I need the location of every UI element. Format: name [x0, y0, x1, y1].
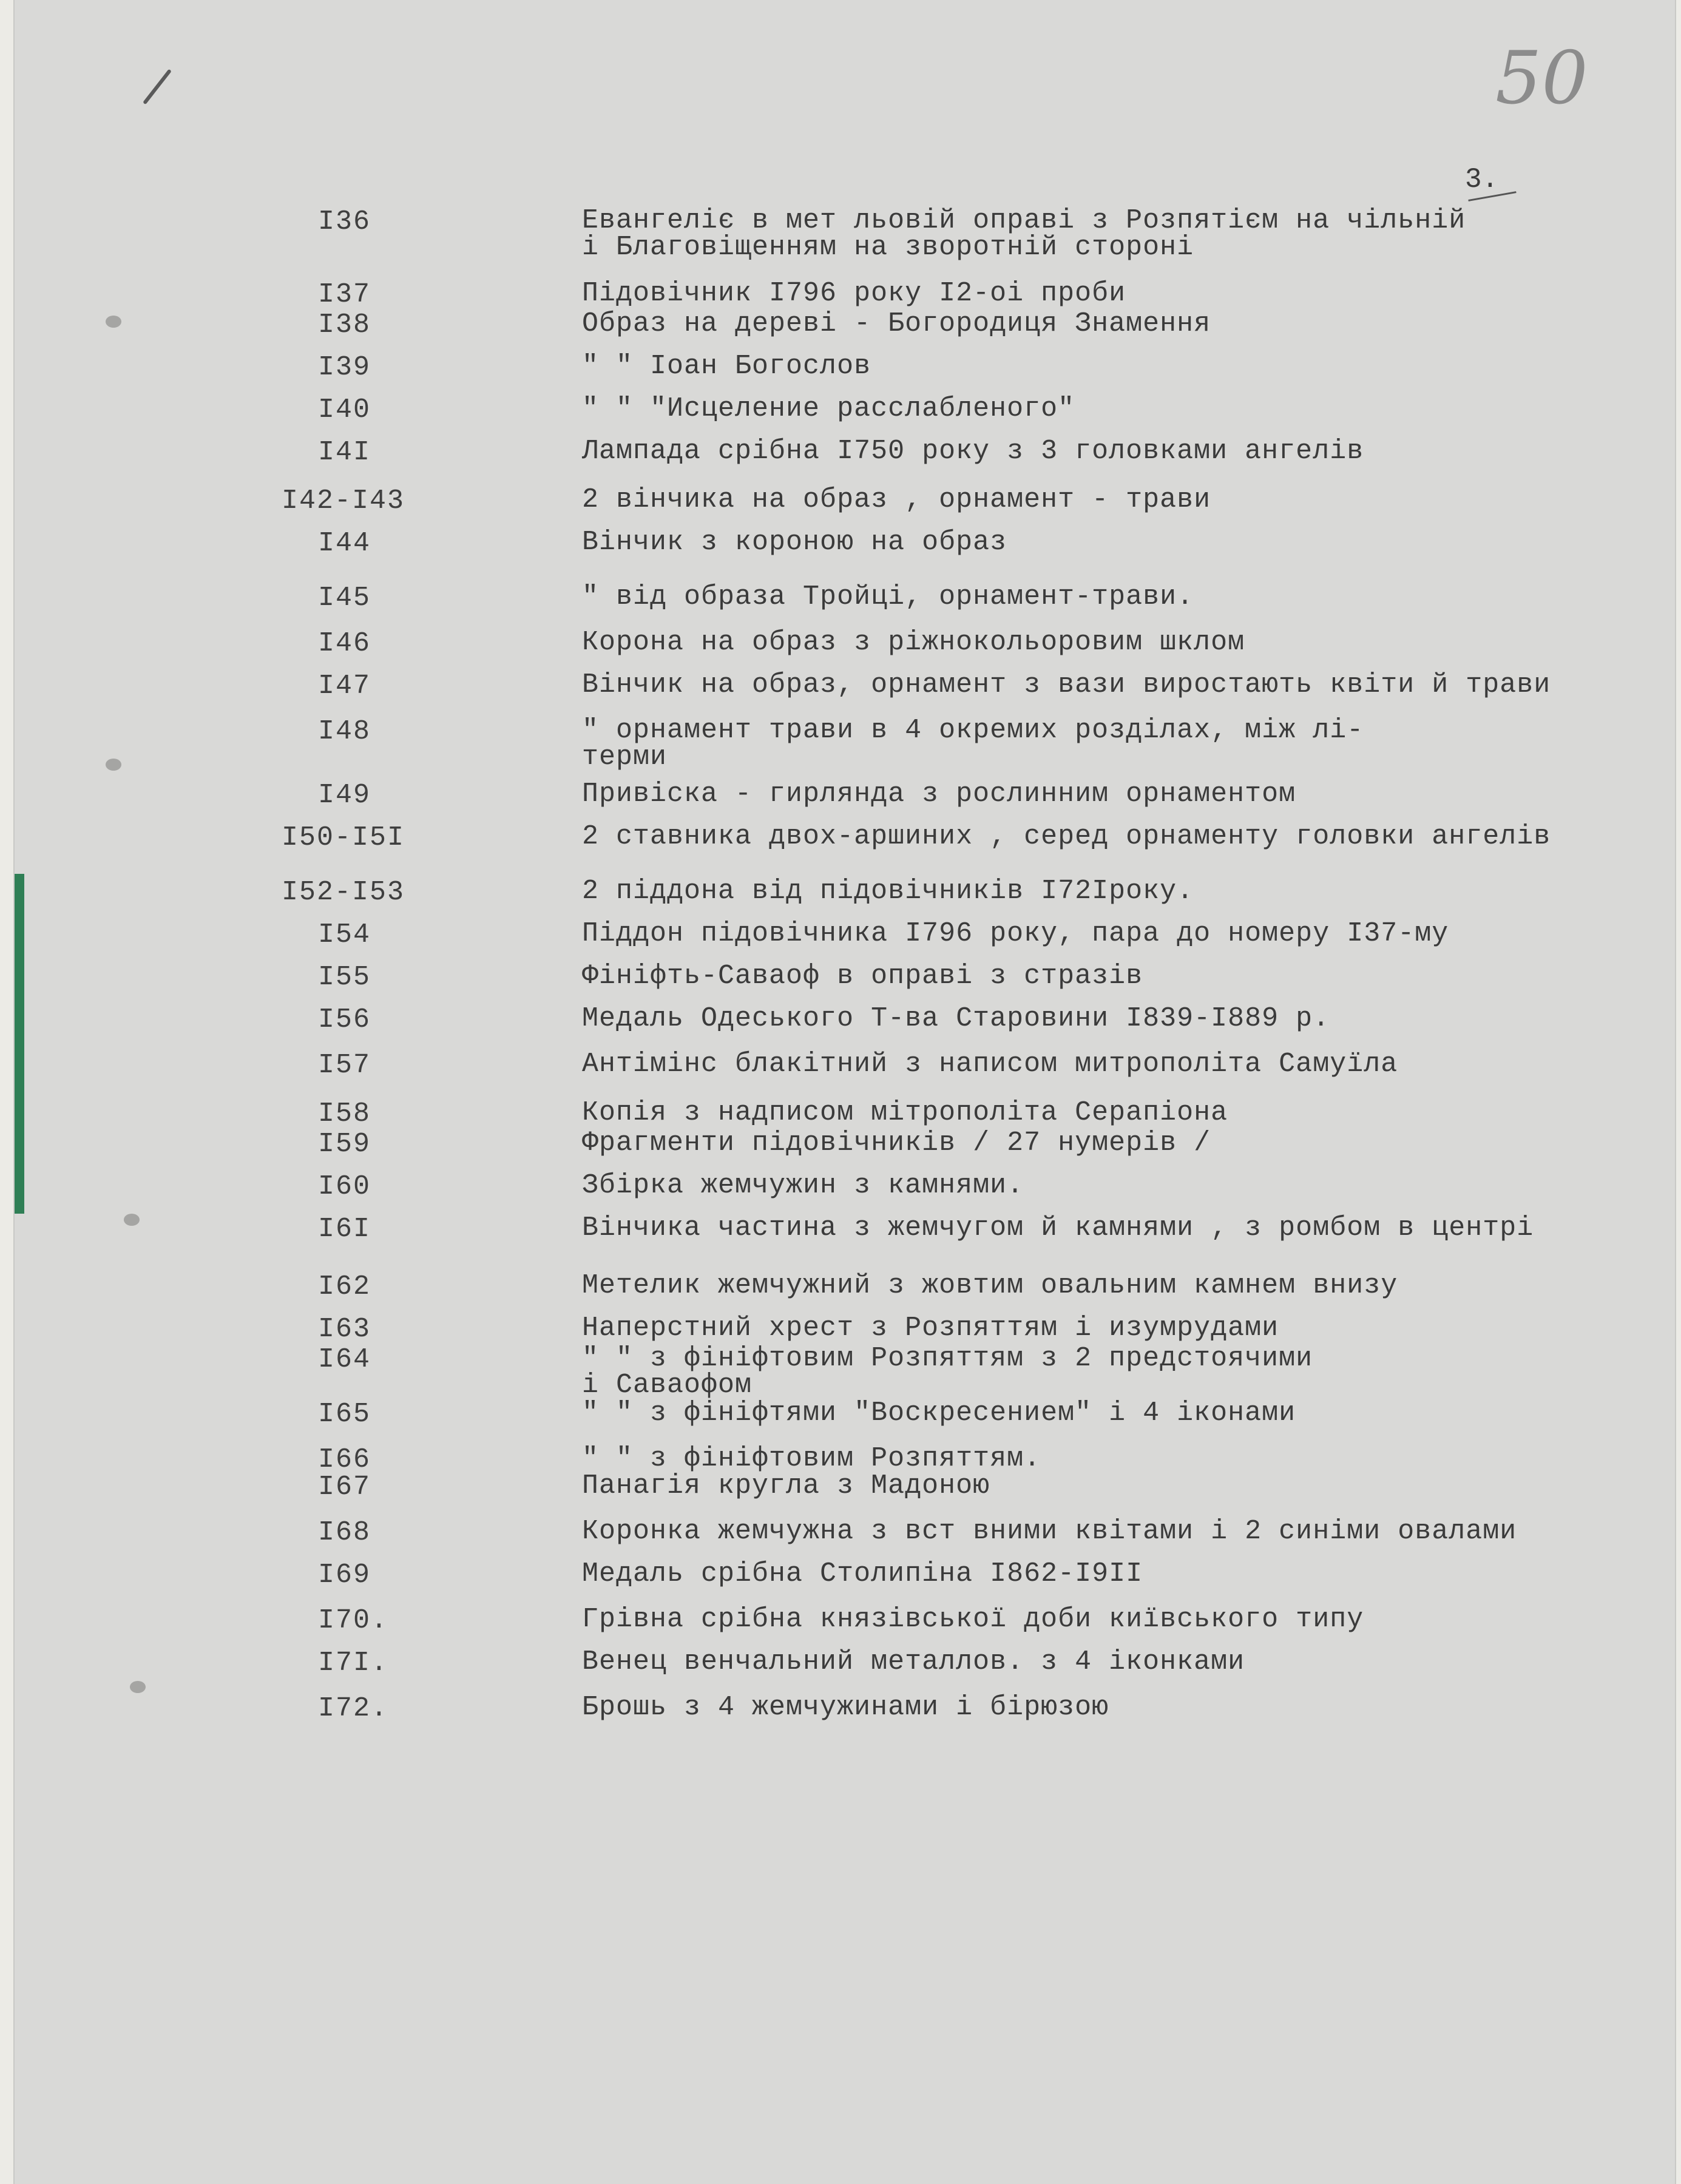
entry-number: I42-I43 [282, 485, 405, 516]
punch-hole [106, 316, 121, 328]
entry-description-line: " " Іоан Богослов [582, 351, 871, 382]
entry-number: I48 [318, 716, 371, 747]
entry-description-line: Підовічник I796 року I2-oi проби [582, 278, 1126, 309]
entry-number: I47 [318, 671, 371, 702]
entry-description-line: " " з фініфтовим Розпяттям з 2 предстоячими [582, 1343, 1313, 1374]
entry-number: I68 [318, 1517, 371, 1548]
entry-description-line: Коронка жемчужна з вст вними квітами і 2 синіми овалами [582, 1516, 1517, 1547]
entry-description-line: Збірка жемчужин з камнями. [582, 1170, 1024, 1201]
entry-number: I57 [318, 1050, 371, 1081]
entry-description-line: Лампада срібна I750 року з 3 головками ангелів [582, 436, 1364, 467]
entry-description-line: Венец венчальний металлов. з 4 іконками [582, 1646, 1245, 1677]
punch-hole [106, 759, 121, 771]
entry-number: I52-I53 [282, 877, 405, 908]
entry-description-line: " " "Исцеление расслабленого" [582, 393, 1075, 424]
entry-description-line: Евангеліє в мет льовій оправі з Розпятієм на чільній [582, 205, 1466, 236]
entry-number: I64 [318, 1344, 371, 1375]
entry-number: I65 [318, 1399, 371, 1430]
entry-description-line: Корона на образ з ріжнокольоровим шклом [582, 627, 1245, 658]
entry-number: I59 [318, 1129, 371, 1160]
entry-number: I46 [318, 628, 371, 659]
entry-description-line: " " з фініфтовим Розпяттям. [582, 1443, 1041, 1474]
entry-number: I50-I5I [282, 822, 405, 853]
entry-description-line: " від образа Тройці, орнамент-трави. [582, 581, 1194, 612]
entry-number: I37 [318, 279, 371, 310]
entry-number: I66 [318, 1444, 371, 1475]
entry-number: I6I [318, 1214, 371, 1245]
entry-number: I40 [318, 394, 371, 425]
entry-number: I72. [318, 1693, 389, 1724]
entry-description-line: і Саваофом [582, 1370, 753, 1401]
entry-number: I60 [318, 1171, 371, 1202]
entry-description-line: Образ на дереві - Богородиця Знамення [582, 308, 1211, 339]
entry-description-line: Грівна срібна князівської доби київського типу [582, 1604, 1364, 1635]
entry-number: I39 [318, 352, 371, 383]
entry-number: I38 [318, 309, 371, 340]
entry-number: I55 [318, 962, 371, 993]
entry-description-line: і Благовіщенням на зворотній стороні [582, 232, 1194, 263]
pencil-mark [143, 69, 172, 105]
entry-number: I4I [318, 437, 371, 468]
entry-number: I45 [318, 583, 371, 614]
entry-number: I67 [318, 1472, 371, 1503]
entry-number: I7I. [318, 1648, 389, 1679]
entry-description-line: " орнамент трави в 4 окремих розділах, між лі- [582, 715, 1364, 746]
entry-description-line: Піддон підовічника I796 року, пара до номеру I37-му [582, 918, 1449, 949]
entry-number: I58 [318, 1098, 371, 1129]
entry-description-line: терми [582, 742, 668, 773]
entry-number: I36 [318, 206, 371, 237]
entry-number: I54 [318, 919, 371, 950]
green-binding-strip [15, 874, 24, 1214]
handwritten-folio-number: 50 [1495, 36, 1588, 121]
page-number: 3. [1465, 164, 1499, 195]
entry-description-line: Антімінс блакітний з написом митрополіта Самуїла [582, 1049, 1398, 1080]
entry-number: I69 [318, 1560, 371, 1591]
entry-description-line: Вінчик на образ, орнамент з вази виростають квіти й трави [582, 669, 1551, 700]
entry-number: I44 [318, 528, 371, 559]
entry-description-line: Наперстний хрест з Розпяттям і изумрудами [582, 1313, 1279, 1344]
entry-description-line: Брошь з 4 жемчужинами і бірюзою [582, 1692, 1109, 1723]
entry-description-line: Фініфть-Саваоф в оправі з стразів [582, 961, 1143, 992]
entry-description-line: Копія з надписом мітрополіта Серапіона [582, 1097, 1228, 1128]
entry-number: I63 [318, 1314, 371, 1345]
entry-description-line: Вінчик з короною на образ [582, 527, 1007, 558]
entry-description-line: " " з фініфтями "Воскресением" і 4 іконами [582, 1398, 1296, 1428]
entry-number: I70. [318, 1605, 389, 1636]
entry-description-line: Фрагменти підовічників / 27 нумерів / [582, 1127, 1211, 1158]
entry-number: I49 [318, 780, 371, 811]
entry-description-line: 2 піддона від підовічників I72Iроку. [582, 876, 1194, 907]
document-sheet [13, 0, 1676, 2184]
entry-description-line: Медаль срібна Столипіна I862-I9II [582, 1558, 1143, 1589]
entry-number: I56 [318, 1004, 371, 1035]
punch-hole [130, 1681, 146, 1693]
entry-description-line: 2 ставника двох-аршиних , серед орнаменту головки ангелів [582, 821, 1551, 852]
entry-description-line: Медаль Одеського Т-ва Старовини I839-I889 р. [582, 1003, 1330, 1034]
punch-hole [124, 1214, 140, 1226]
entry-description-line: Метелик жемчужний з жовтим овальним камнем внизу [582, 1270, 1398, 1301]
entry-description-line: Панагія кругла з Мадоною [582, 1470, 990, 1501]
entry-number: I62 [318, 1271, 371, 1302]
entry-description-line: Привіска - гирлянда з рослинним орнаментом [582, 779, 1296, 810]
entry-description-line: Вінчика частина з жемчугом й камнями , з ромбом в центрі [582, 1212, 1534, 1243]
entry-description-line: 2 вінчика на образ , орнамент - трави [582, 484, 1211, 515]
